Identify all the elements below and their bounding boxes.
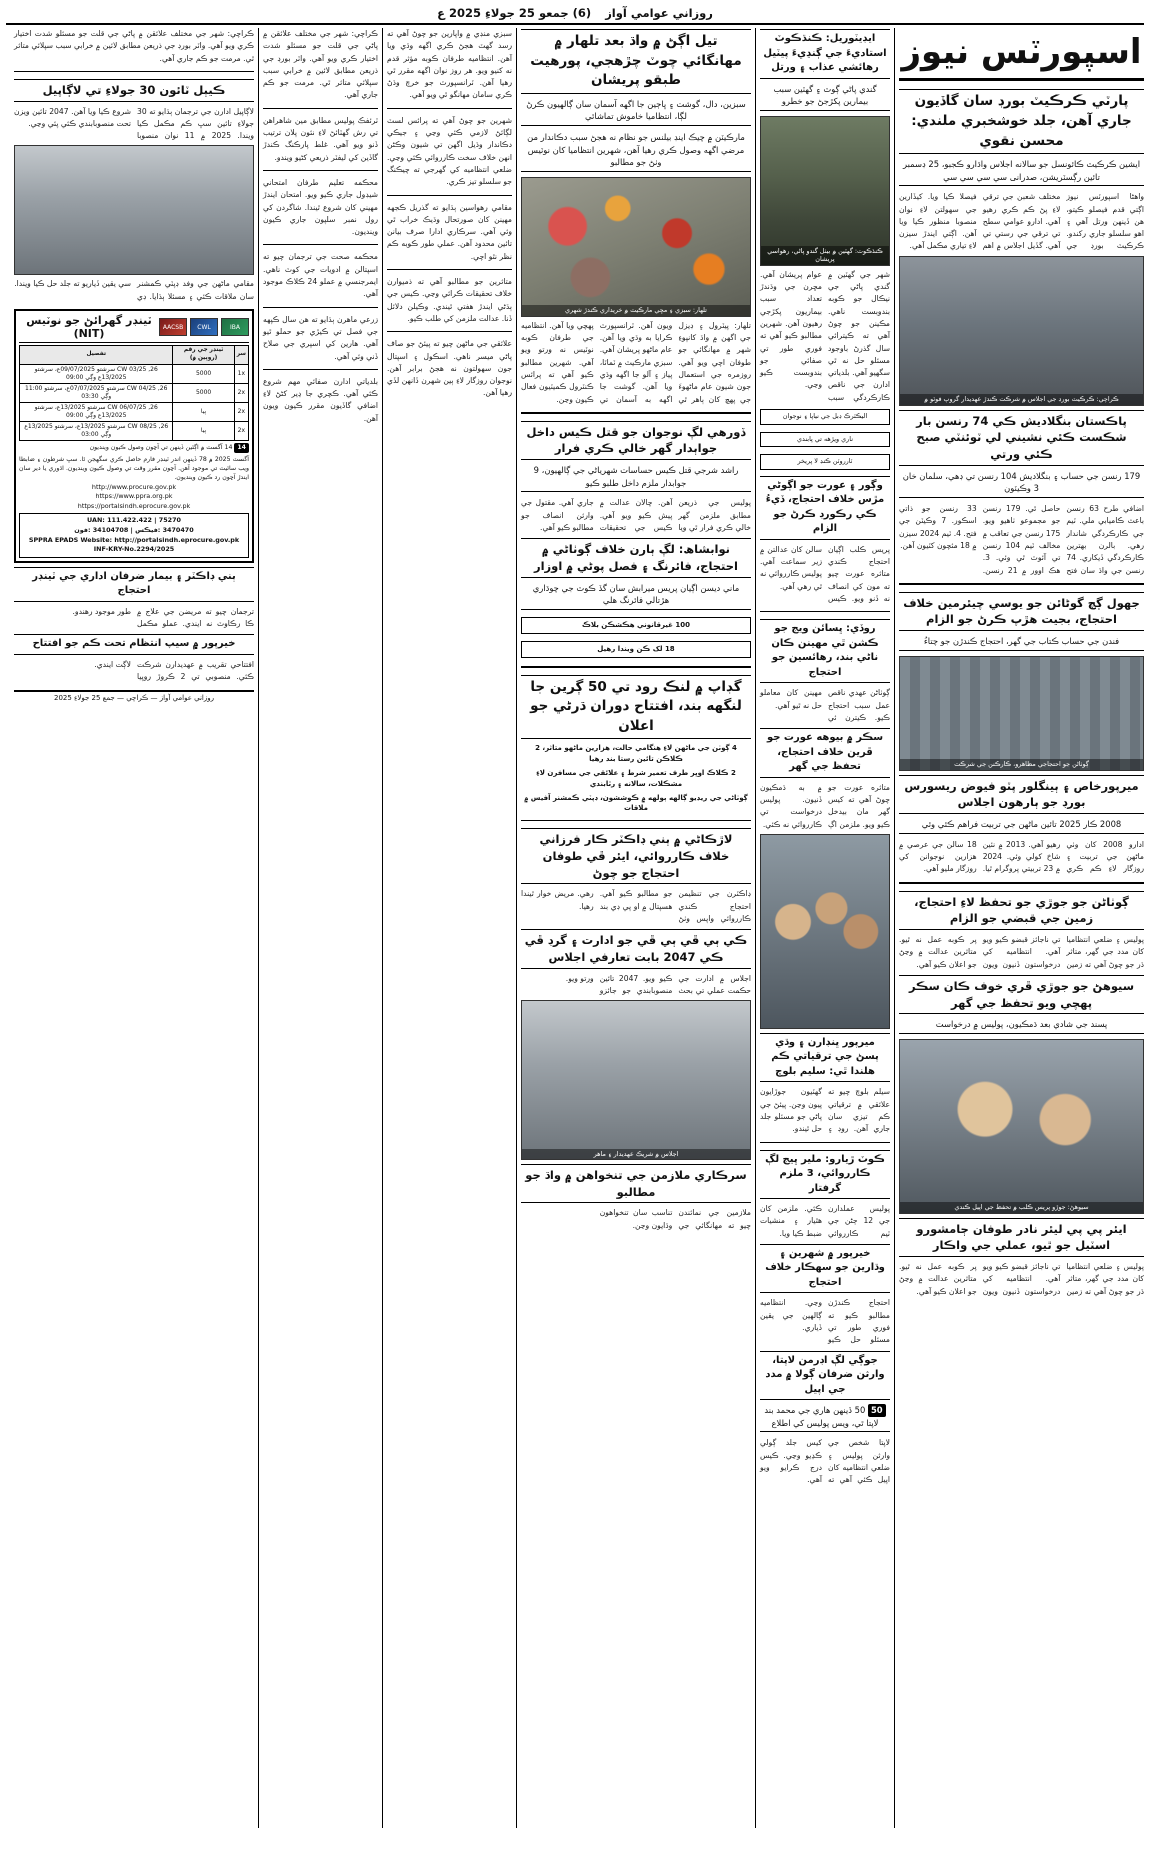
subhead-editorial: گندي پاڻي ڳوٽ ۽ گهٽين سبب بيمارين پکڙجڻ جو خطرو	[760, 83, 890, 111]
subhead-couple-protection: پسند جي شادي بعد ڌمڪيون، پوليس ۾ درخواست	[899, 1018, 1144, 1034]
contact-fax: 3470470 :فيڪس | 34104708 :فون	[74, 526, 194, 535]
cell-amount: 5000	[173, 383, 234, 402]
link-road-point-2: 2 ڪلاڪ اوڀر طرف تعمير شرط ۽ علائقي جي مسافرن لاءِ مشڪلات، سالانه ۽ رٿابندي	[536, 768, 736, 788]
article-col5-4: محڪمه صحت جي ترجمان چيو ته اسپتالن ۾ ادويات جي کوٽ ناهي. ايمرجنسي ۾ عملو 24 ڪلاڪ موجود آهي.	[263, 252, 378, 299]
tender-logos	[159, 318, 249, 336]
article-cable-town-body: لاڳاپيل ادارن جي ترجمان ٻڌايو ته 30 جولاءِ تائين سڀ ڪم مڪمل ڪيا ويندا. 2025 ۾ 11 نوان منصوبا شروع ڪيا ويا آهن. 2047 تائين ويزن تحت منصوبابندي ڪئي پئي وڃي.	[14, 106, 254, 141]
table-col-header-0: سر	[234, 346, 248, 365]
subhead-match-report: 179 رنسن جي حساب ۽ بنگلاديش 104 رنسن تي ڊهي، سلمان خان 3 وڪيٽون	[899, 470, 1144, 498]
headline-lead: پارٽي ڪرڪيٽ بورڊ سان گاڏيون جاري آهن، جلد خوشخبري ملندي: محسن نقوي	[899, 89, 1144, 154]
article-widow-protest-body: متاثره عورت جو چوڻ آهي ته کيس گهر مان بيدخل ڪيو ويو. ملزمن اڳ ۾ به ڌمڪيون ڏنيون. پوليس درخواست تي ڪارروائي نه ڪئي.	[760, 782, 890, 829]
divider	[521, 820, 751, 821]
column-divider	[516, 28, 517, 1828]
divider	[387, 331, 512, 332]
photo-couple	[899, 1039, 1144, 1214]
subhead-protest-chairman: فندن جي حساب ڪتاب جي گهر، احتجاج ڪندڙن جو چتاءُ	[899, 635, 1144, 651]
link-road-point-3: ڳوٺاڻي جي ريڊيو ڳالهه ٻولهه ۾ ڪوششون، ڊپٽي ڪمشنر آفيس ۾ ملاقات	[524, 793, 748, 813]
article-missing-person-body: لاپتا شخص جي وارثن پوليس ۽ ضلعي انتظاميه کان اپيل ڪئي آهي ته کيس جلد ڳولي ڪڍيو وڃي. ڪيس درج ڪرايو ويو آهي.	[760, 1438, 890, 1485]
masthead-left-title: روزاني عوامي آواز	[605, 6, 713, 20]
photo-caption: ڪراچي: ڪرڪيٽ بورڊ جي اجلاس ۾ شرڪت ڪندڙ عهديدار گروپ فوٽو ۾	[900, 394, 1143, 404]
table-row	[20, 422, 249, 441]
headline-match-report: پاڪستان بنگلاديش ڪي 74 رنسن بار شڪست ڪئي نشيني لي ٽوئنٽي صبح ڪئي ورتي	[899, 410, 1144, 466]
cell-amount: ٻيا	[173, 422, 234, 441]
article-editorial-body: شهر جي گهٽين ۾ گندي پاڻي جي نيڪال جو ڪوبه بندوبست ناهي. مڪينن جو چوڻ آهي ته ڪيترائي سال گذرڻ باوجود مسئلو حل نه ٿي سگهيو آهي. بلدياتي ادارن جي ناقص ڪارڪردگي سبب عوام پريشان آهي. مڇرن جي وڌندڙ تعداد سبب بيماريون پکڙجي رهيون آهن. شهرين مطالبو ڪيو آهي ته فوري طور تي صفائي جو بندوبست ڪيو وڃي.	[760, 269, 890, 402]
subhead-murder-case: راشد شرجي قتل ڪيس حساسات شهرياڻي جي ڳالهيون، 9 جوابدار ملزم داخل طلبو ڪيو	[521, 464, 751, 492]
divider	[387, 195, 512, 196]
article-vision-body: اجلاس ۾ ادارت جي حڪمت عملي تي بحث ڪيو ويو. 2047 تائين منصوبابندي جو جائزو ورتو ويو.	[565, 973, 751, 995]
table-row	[20, 364, 249, 383]
divider	[521, 666, 751, 668]
tender-header	[19, 314, 249, 343]
column-three	[521, 28, 751, 1828]
article-salary-body: ملازمين جي نمائندن چيو ته مهانگائي جي تناسب سان تنخواهون وڌايون وڃن.	[599, 1208, 751, 1230]
headline-doctor-protest: لاڙڪاڻي ۾ ٻني ڊاڪٽر ڪار فرزاني خلاف ڪارروائي، ايئر ڦي طوفان احتجاج جو چوڻ	[521, 828, 751, 884]
tender-website-3[interactable]: https://portalsindh.eprocure.gov.pk	[77, 501, 191, 510]
photo-market	[521, 177, 751, 317]
cell-amount: 5000	[173, 364, 234, 383]
cell-amount: ٻيا	[173, 403, 234, 422]
article-col4-low: متاثرين جو مطالبو آهي ته ذميوارن خلاف تحقيقات ڪرائي وڃي. ڪيس جي ٻڌڻي ايندڙ هفتي ٿيندي. وڪيلن دلائل ڏنا. عدالت ملزمن کي طلب ڪيو.	[387, 277, 512, 323]
headline-widow-protest: سڪر ۾ بيوهه عورت جو ڦرين خلاف احتجاج، تحفظ جي گهر	[760, 728, 890, 778]
headline-hospital-tender: ٻني ڊاڪٽر ۽ بيمار ضرفان اداري جي ٽينڊر احتجاج	[14, 567, 254, 602]
subhead-inflation-2: مارڪيٽن ۾ چيڪ اينڊ بيلنس جو نظام نه هجڻ سبب دڪاندار من مرضي اگهه وصول ڪري رهيا آهن، شهرين انتظاميا کان نوٽيس وٺڻ جو مطالبو	[521, 131, 751, 172]
tender-table	[19, 345, 249, 441]
article-doctor-protest-body: ڊاڪٽرن جي تنظيمن احتجاج ڪندي ڪارروائي واپس وٺڻ جو مطالبو ڪيو آهي. هسپتال ۾ او پي ڊي بند رهي. مريض خوار ٿيندا رهيا.	[521, 889, 751, 923]
article-inflation-body: تلهار: پيٽرول ۽ ڊيزل جي اگهن ۾ واڌ کانپوءِ شهر ۾ مهانگائي جو طوفان اچي ويو آهي. روزمره جي استعمال جون شيون عام ماڻهوءَ جي پهچ کان ٻاهر ٿي ويون آهن. ٽرانسپورٽ ڪرايا به وڌي ويا آهن. عام ماڻهو پريشان آهي. سبزي مارڪيٽ ۾ ٽماٽا، پياز ۽ آلو جا اگهه وڌي ويا آهن. گوشت جا اگهه به آسمان تي پهچي ويا آهن. انتظاميه جي طرفان ڪوبه نوٽيس نه ورتو ويو آهي. شهرين مطالبو ڪيو آهي ته پرائس ڪنٽرول ڪميٽيون فعال ڪيون وڃن.	[521, 320, 751, 404]
page-footer: روزاني عوامي آواز — ڪراچي — جمع 25 جولاءِ 2025	[14, 690, 254, 702]
headline-board-session: ميرپورخاص ۽ ٻينگلور پٽو فيوض ريسورس بورڊ جو ٻارهون اجلاس	[899, 775, 1144, 814]
article-match-body: اضافي طرح 63 رنسن باعث ڪاميابي ملي. ٽيم جي ڪارڪردگي شاندار رهي. بالرن بهترين ڪارڪردگي ڏيکاري. 74 رنسن جي واڌ سان فتح حاصل ٿي. 179 رنسن جو مجموعو ٺاهيو ويو. 175 رنسن جي تعاقب ۾ مخالف ٽيم 104 رنسن تي آئوٽ ٿي وئي. 3. هڪ اوور ۾ 21 رنسن. 33 رنسن جو ذاتي اسڪور. 7 وڪيٽن جي فتح. 4. ٽيم 2024 سيزن ۾ 18 مئچون کٽيون آهن.	[899, 504, 1145, 575]
aacsb-logo-icon: AACSB	[159, 318, 187, 336]
tender-note-lead	[19, 443, 249, 452]
bullet-item-3: ٽارروٽن ڪنڊ لا پريخر	[760, 454, 890, 470]
tender-website-1[interactable]: http://www.procure.gov.pk	[91, 482, 177, 491]
iba-logo-icon: IBA	[221, 318, 249, 336]
divider	[760, 611, 890, 612]
headline-cable-town: ڪيٻل ٽائون 30 جولاءِ تي لاڳاپيل	[14, 79, 254, 102]
headline-missing-person: جوڳي لڳ اڊرمن لاپتا، وارثن ضرفان ڳولا ۾ مدد جي اپيل	[760, 1351, 890, 1401]
article-water-supply-body: ڳوٺاڻن عهدي ناقص عمل سبب احتجاج ڪيو. ڪيترن ئي مهينن کان معاملو حل نه ٿيو آهي.	[760, 688, 890, 722]
masthead-date: (6) جمعو 25 جولاءِ 2025 ع	[437, 6, 592, 20]
days-badge: 50	[868, 1404, 886, 1417]
subhead-firing-protest: ماني ديسن اڳيان پريس ميرابش سان گڏ ڪوٽ جي چوڌاري هڙتالي فائرنگ هلي	[521, 582, 751, 610]
tender-contact	[19, 513, 249, 557]
column-divider	[382, 28, 383, 1828]
divider	[263, 369, 378, 370]
photo-caption: تلهار: سبزي ۽ مڇي مارڪيٽ ۾ خريداري ڪندڙ شهري	[522, 305, 750, 315]
stat-illegal-connections: 100 غيرقانوني هڪشڪن بلاڪ	[521, 617, 751, 634]
cell-serial: 2x	[234, 403, 248, 422]
article-col5-5: زرعي ماهرن ٻڌايو ته هن سال ڪپهه جي فصل تي ڪيڙي جو حملو ٿيو آهي. هارين کي اسپري جي صلاح ڏني وئي آهي.	[263, 314, 378, 361]
contact-inf-number: INF-KRY-No.2294/2025	[93, 545, 175, 554]
link-road-point-1: 4 ڳوٺن جي ماڻهن لاءِ هنگامي حالت، هزارين ماڻهو متاثر، 2 ڪلاڪن تائين رستا بند رهيا	[535, 744, 737, 764]
article-inauguration-body: افتتاحي تقريب ۾ عهديدارن شرڪت ڪئي. منصوبي تي 2 ڪروڙ روپيا لاڳت ايندي.	[94, 659, 255, 682]
article-col4-bottom: علائقي جي ماڻهن چيو ته پيئڻ جو صاف پاڻي ميسر ناهي. اسڪول ۽ اسپتال جون سهولتون نه هجڻ برابر آهن. نوجوان روزگار لاءِ ٻين شهرن ڏانهن لڏي رهيا آهن.	[387, 339, 512, 398]
headline-murder-case: ڏورهي لڳ نوجوان جو قتل ڪيس داخل جواٻدار گهر خالي ڪري فرار	[521, 421, 751, 460]
photo-family	[760, 834, 890, 1029]
divider	[14, 71, 254, 72]
photo-protest-group	[899, 656, 1144, 771]
tender-notice	[14, 309, 254, 563]
article-woman-protest-body: پريس ڪلب اڳيان احتجاج ڪندي متاثره عورت چيو ته مون کي انصاف نه ڏنو ويو. ڪيس سالن کان عدالتن ۾ زير سماعت آهي. پوليس ڪارروائي نه ٿي رهي آهي.	[760, 544, 890, 603]
tender-title: ٽينڊر گهرائڻ جو نوٽيس (NIT)	[26, 314, 152, 341]
table-row	[20, 403, 249, 422]
table-col-header-2: تفصيل	[20, 346, 173, 365]
headline-land-protest: ڳوٺاڻن جو جوڙي جو تحفظ لاءِ احتجاج، زمين جي قبضي جو الزام	[899, 891, 1144, 930]
tender-note: آگسٽ 2025 ۾ 78 ڏينهن اندر ٽينڊر فارم حاصل ڪري سگهجن ٿا. سڀ شرطون ۽ ضابطا ويب سائيٽ تي موجود آهن. آڇون مقرر وقت تي وصول ڪيون وينديون. اڌوري يا دير سان ايندڙ آڇون رد ڪيون وينديون.	[19, 455, 249, 482]
headline-firing-protest: نوابشاھ: لڳ ٻارن خلاف ڳوٺاڻي ۾ احتجاج، فائرنگ ۽ فصل پوڻي ۾ اوزار	[521, 538, 751, 577]
column-divider	[258, 28, 259, 1828]
headline-inflation: تيل اڳڻ ۾ واڌ بعد تلهار ۾ مهانگائي چوٽ چڙهجي، پورهيت طبقو پريشان	[521, 29, 751, 94]
headline-vision-2047: ڪي ٻي ڦي ٻي ڦي جو ادارت ۽ گرڊ ڦي ڪي 2047 بابت تعارفي اجلاس	[521, 929, 751, 968]
headline-steel-mill: ايئر پي پي ليئر نادر طوفان ڄامشورو اسٽيل جو ٿيو، عملي جي واڪار	[899, 1218, 1144, 1257]
headline-protest-chairman: جهول ڳچ گوڻائن جو يوسي چيئرمين خلاف احتجاج، بجيت هڙپ ڪرڻ جو الزام	[899, 592, 1144, 631]
article-col5-6: بلدياتي ادارن صفائي مهم شروع ڪئي آهي. ڪچري جا ڍير کڻڻ لاءِ اضافي گاڏيون مقرر ڪيون ويون آهن.	[263, 376, 378, 423]
page-title: اسپورٽس نيوز	[901, 32, 1142, 72]
article-police-action-body: پوليس عملدارن جي 12 ڄڻن جي ٽيم ڪارروائي ڪئي. ملزمن کان هٿيار ۽ منشيات ضبط ڪيا ويا.	[760, 1204, 890, 1238]
article-citizens-protest-body: احتجاج ڪندڙن مطالبو ڪيو ته فوري طور تي مسئلو حل ڪيو وڃي. انتظاميه ڳالهين جي يقين ڏياري.	[760, 1298, 890, 1345]
column-six	[14, 28, 254, 1828]
column-divider	[755, 28, 756, 1828]
photo-conference-hall	[521, 1000, 751, 1160]
headline-development-works: ميرپور ڀنڊارن ۽ وڌي پسڻ جي ترقياتي ڪم هلندا ٿي: سليم بلوچ	[760, 1033, 890, 1083]
cell-serial: 2x	[234, 422, 248, 441]
cell-serial: 2x	[234, 383, 248, 402]
cell-detail: CW 06/07/25 ,26 سرشتو 13/2025ع، سرشتو 13/2025ع وڳي 09:00	[20, 403, 173, 422]
article-lead-body: واهڻا اسپورٽس نيوز اڳتي قدم فيصلو ڪيتو، هن ڏينهن ورتل آهي ۽ اهو سلسلو جاري رکندو. ڪرڪيٽ بورڊ جي مختلف شعبن جي ترقي لاءِ پڻ ڪم ڪري رهيو آهي. ادارو عوامي سطح تي ترقي جي رستي تي آهي. گڏيل اجلاس ۾ اهم فيصلا ڪيا ويا. کيڏارين جي سهولتن لاءِ نوان منصوبا منظور ڪيا ويا آهن. اڳتي ايندڙ سيزن لاءِ تياري مڪمل آهي.	[899, 192, 1144, 251]
divider	[263, 307, 378, 308]
column-five	[263, 28, 378, 1828]
article-development-body: سيلم بلوچ چيو ته علائقي ۾ ترقياتي ڪم تيزي سان جاري آهن. روڊ ۽ گهٽيون جوڙايون پيون وڃن. پيئڻ جي پاڻي جو مسئلو جلد حل ٿيندو.	[760, 1087, 890, 1134]
article-col5-1: ڪراچي: شهر جي مختلف علائقن ۾ پاڻي جي قلت جو مسئلو شدت اختيار ڪري ويو آهي. واٽر بورڊ جي ذريعن مطابق لائين ۾ خرابي سبب سپلائي متاثر ٿي. مرمت جو ڪم جاري آهي.	[263, 29, 378, 100]
headline-water-supply: روڏي: ڀسائن ويج جو ڪشن ٿي مهينن ڪان ناڻي بند، رهائسين جو احتجاج	[760, 619, 890, 683]
headline-woman-protest: وڳور ۽ عورت جو اڳوڻي مڙس خلاف احتجاج، ڏيءُ ڪي رڪورڊ ڪرڻ جو الزام	[760, 476, 890, 540]
headline-salary-demand: سرڪاري ملازمن جي تنخواهن ۾ واڌ جو مطالبو	[521, 1164, 751, 1203]
masthead	[6, 4, 1144, 25]
divider	[387, 269, 512, 270]
article-hospital-tender-body: ترجمان چيو ته مريضن جي علاج ۾ ڪا رڪاوٽ نه ايندي. عملو مڪمل طور موجود رهندو.	[72, 606, 254, 629]
subhead-missing-person	[760, 1404, 890, 1432]
subhead-missing-text: 50 ڏينهن هاري جي محمد بند لاپتا ٿي، ويس پوليس کي اطلاع	[764, 1405, 879, 1428]
divider	[899, 583, 1144, 585]
tender-website-2[interactable]: https://www.ppra.org.pk	[95, 492, 173, 501]
photo-caption: سيوهڻ: جوڙو پريس ڪلب ۾ تحفظ جي اپيل ڪندي	[900, 1202, 1143, 1212]
subhead-lead: ايشين ڪرڪيٽ ڪائونسل جو سالانه اجلاس واڌارو ڪجبو، 25 ڊسمبر تائين رڳسٽريشن، صدرانی سي سي سي سي	[899, 158, 1144, 186]
headline-editorial: ايڊيٽوريل: ڪنڌڪوٽ استاديءَ جي ڳنڍيءَ پيٽيل رهائشي عذاب ۽ ورتل	[760, 29, 890, 79]
tender-note-lead-text: 14 آگسٽ ۾ اڳئين ڏينهن تي آڇون وصول ڪيون وينديون	[89, 444, 233, 452]
article-steel-body: پوليس ۽ ضلعي انتظاميا کان مدد جي گهر، متاثر ڌر جو چوڻ آهي ته زمين تي ناجائز قبضو ڪيو ويو آهي. انتظاميه کي درخواستون ڏنيون ويون پر ڪوبه عمل نه ٿيو. متاثرين عدالت ۾ وڃڻ جو اعلان ڪيو آهي.	[899, 1262, 1144, 1296]
article-col4-mid: شهرين جو چوڻ آهي ته پرائس لسٽ لڳائڻ لازمي ڪئي وڃي ۽ جيڪي دڪاندار وڌيل اگهن تي شيون وڪڻن انهن خلاف سخت ڪارروائي ڪئي وڃي. ضلعي انتظاميه کي گهرجي ته چيڪنگ جو سلسلو تيز ڪري.	[387, 115, 512, 187]
bullet-item-1: اليڪٽرڪ ڊبل جي نياپا ۽ نوجوان	[760, 409, 890, 425]
contact-phones: UAN: 111.422.422 | 75270	[87, 516, 181, 525]
cell-detail: CW 04/25 ,26 سرشتو 07/07/2025ع، سرشتو 11:00 وڳي 03:30	[20, 383, 173, 402]
article-land-protest-body: پوليس ۽ ضلعي انتظاميا کان مدد جي گهر، متاثر ڌر جو چوڻ آهي ته زمين تي ناجائز قبضو ڪيو ويو آهي. انتظاميه کي درخواستون ڏنيون ويون پر ڪوبه عمل نه ٿيو. متاثرين عدالت ۾ وڃڻ جو اعلان ڪيو آهي.	[899, 934, 1144, 969]
divider	[899, 78, 1144, 81]
article-col4-mid2: مقامي رهواسين ٻڌايو ته گذريل ڪجهه مهينن کان صورتحال وڌيڪ خراب ٿي وئي آهي. سرڪاري ادارا صرف بيانن تائين محدود آهن. عملي طور ڪوبه ڪم نظر نٿو اچي.	[387, 202, 512, 261]
divider	[263, 108, 378, 109]
column-two	[760, 28, 890, 1828]
photo-caption: اجلاس ۾ شريڪ عهديدار ۽ ماهر	[522, 1149, 750, 1159]
cell-detail: CW 03/25 ,26 سرشتو 09/07/2025ع، سرشتو 13/2025ع وڳي 09:00	[20, 364, 173, 383]
date-badge: 14	[234, 443, 249, 452]
photo-board-meeting	[899, 256, 1144, 406]
divider	[521, 412, 751, 414]
headline-couple-protection: سيوهڻ جو جوڙي ڦري خوف ڪان سڪر پهچي ويو تحفظ جي گهر	[899, 975, 1144, 1014]
divider	[760, 1142, 890, 1143]
column-four	[387, 28, 512, 1828]
subhead-inflation-1: سبزين، دال، گوشت ۽ ڀاڄين جا اگهه آسمان سان ڳالهيون ڪرڻ لڳا، انتظاميا خاموش تماشائي	[521, 98, 751, 126]
article-col5-3: محڪمه تعليم طرفان امتحاني شيڊول جاري ڪيو ويو. امتحان ايندڙ مهيني کان شروع ٿيندا. شاگردن کي رول نمبر سلپون جاري ڪيون وينديون.	[263, 177, 378, 237]
article-col6-delegation: مقامي ماڻهن جي وفد ڊپٽي ڪمشنر سان ملاقات ڪئي ۽ مسئلا ٻڌايا. ڊي سي يقين ڏياريو ته جلد حل ڪيا ويندا.	[14, 279, 254, 301]
contact-website[interactable]: SPPRA EPADS Website: http://portalsindh.eprocure.gov.pk	[28, 535, 240, 544]
photo-street-sewage	[760, 116, 890, 266]
divider	[263, 170, 378, 171]
bullet-item-2: ناري ويڙهه تي پابندي	[760, 432, 890, 448]
headline-link-road: گڊاپ ۾ لنڪ رود تي 50 ڳرين جا لنگهه بند، افتتاح دوران ڌرڻي جو اعلان	[521, 675, 751, 740]
subhead-board-session: 2008 ڪار 2025 تائين ماڻهن جي تربيت فراهم ڪئي وئي	[899, 818, 1144, 834]
article-murder-case-body: پوليس جي ذريعن مطابق ملزمن گهر خالي ڪري فرار ٿي ويا آهن. چالان عدالت ۾ پيش ڪيو ويو آهي. ڪيس جي تحقيقات جاري آهي. مقتول جي وارثن انصاف جو مطالبو ڪيو آهي.	[521, 498, 751, 532]
headline-inauguration: خيرپور ۾ سيپ انتظام تحت ڪم جو افتتاح	[14, 634, 254, 655]
stat-amount: 18 لک ڪن ويندا رهيل	[521, 641, 751, 658]
photo-caption: ڪنڌڪوٽ: گهٽين ۾ بيٺل گندو پاڻي، رهواسي پريشان	[761, 246, 889, 265]
cell-serial: 1x	[234, 364, 248, 383]
headline-police-action: ڪوٽ ڙيارو: ملير ڀيج لڳ ڪارروائي، 3 ملزم گرفتار	[760, 1150, 890, 1200]
article-col5-2: ٽرئفڪ پوليس مطابق مين شاهراهن تي رش گهٽائڻ لاءِ نئون پلان ترتيب ڏنو ويو آهي. غلط پارڪنگ ڪندڙ گاڏين کي ليفٽر ذريعي کڻيو ويندو.	[263, 115, 378, 162]
article-col6-intro: ڪراچي: شهر جي مختلف علائقن ۾ پاڻي جي قلت جو مسئلو شدت اختيار ڪري ويو آهي. واٽر بورڊ جي ذريعن مطابق لائين ۾ خرابي سبب سپلائي متاثر ٿي. مرمت جو ڪم جاري آهي.	[14, 29, 254, 63]
divider	[899, 882, 1144, 884]
article-col4-top: سبزي منڊي ۾ واپارين جو چوڻ آهي ته رسد گهٽ هجڻ ڪري اگهه وڌي ويا آهن. انتظاميه طرفان ڪوبه مؤثر قدم نه کنيو ويو. هر روز نوان اگهه مقرر ٿي رهيا آهن. ٽرانسپورٽ جو خرچ وڌڻ ڪري سامان مهانگو ٿي ويو آهي.	[387, 29, 512, 100]
divider	[387, 108, 512, 109]
table-header-row	[20, 346, 249, 365]
cell-detail: CW 08/25 ,26 سرشتو 13/2025ع، سرشتو 13/2025ع وڳي 03:00	[20, 422, 173, 441]
divider	[263, 244, 378, 245]
photo-caption: ڳوٺاڻن جو احتجاجي مظاهرو، ڪارڪنن جي شرڪت	[900, 759, 1143, 769]
table-col-header-1: ٽينڊر جي رقم (روپين ۾)	[173, 346, 234, 365]
column-divider	[894, 28, 895, 1828]
column-sports	[899, 28, 1144, 1828]
article-board-body: ادارو 2008 کان وٺي ماڻهن جي تربيت ۽ روزگار لاءِ ڪم ڪري رهيو آهي. 2013 ۾ نئين شاخ کولي وئي. 2024 ۾ 23 تربيتي پروگرام ٿيا. 18 سالن جي عرصي ۾ هزارين نوجوانن کي روزگار مليو آهي.	[899, 839, 1144, 874]
cwl-logo-icon: CWL	[190, 318, 218, 336]
page-grid	[6, 28, 1144, 1828]
table-row	[20, 383, 249, 402]
photo-meeting-room	[14, 145, 254, 275]
headline-citizens-protest: خيرپور ۾ شهرين ۽ وڌارين جو سهڪار خلاف احتجاج	[760, 1244, 890, 1294]
